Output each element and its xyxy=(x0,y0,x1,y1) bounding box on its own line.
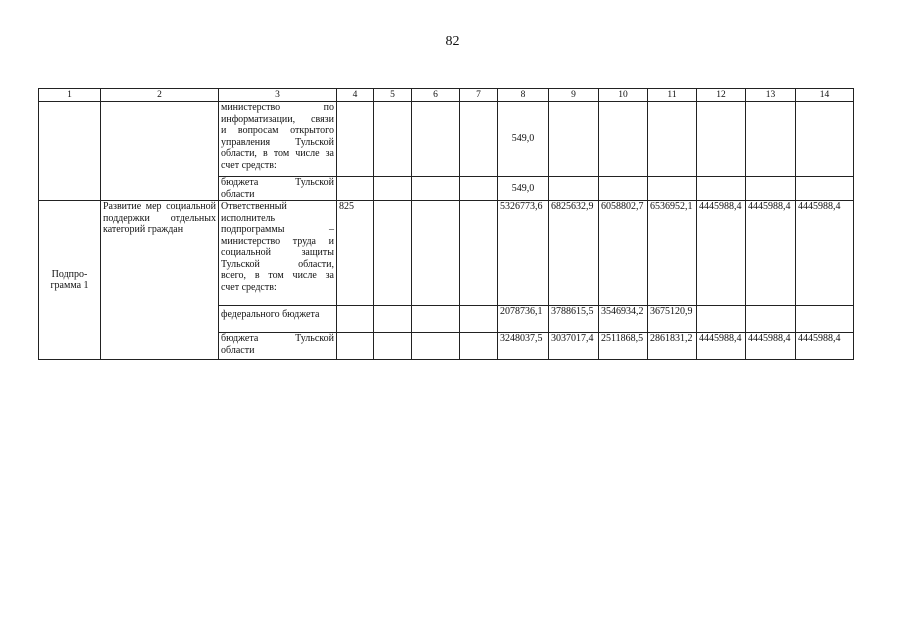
value-cell: 3248037,5 xyxy=(498,333,549,360)
description-line: бюджета Тульской xyxy=(221,333,334,344)
description-line: счет средств: xyxy=(221,281,277,293)
value-cell: 4445988,4 xyxy=(746,333,796,360)
empty-cell xyxy=(599,177,648,201)
description-line: федерального бюджета xyxy=(221,309,320,320)
subprogram-label-line: грамма 1 xyxy=(50,280,89,291)
value-cell: 3546934,2 xyxy=(599,306,648,333)
description-cell xyxy=(219,102,337,177)
column-header: 2 xyxy=(101,89,219,102)
value-cell: 6536952,1 xyxy=(648,201,697,306)
column-header: 1 xyxy=(39,89,101,102)
description-line: подпрограммы – xyxy=(221,224,334,235)
empty-cell xyxy=(337,177,374,201)
value-cell: 2861831,2 xyxy=(648,333,697,360)
empty-cell xyxy=(460,177,498,201)
value-cell: 825 xyxy=(337,201,374,306)
value-cell: 549,0 xyxy=(498,177,549,201)
description-cell xyxy=(219,306,337,333)
column-header: 14 xyxy=(796,89,854,102)
empty-cell xyxy=(460,333,498,360)
column-header: 5 xyxy=(374,89,412,102)
empty-cell xyxy=(412,177,460,201)
empty-cell xyxy=(374,201,412,306)
subprogram-label-line: Подпро- xyxy=(51,268,88,280)
subprogram-name: Развитие мер социальной поддержки отдельных категорий граждан xyxy=(101,201,219,360)
value-cell: 3037017,4 xyxy=(549,333,599,360)
empty-cell xyxy=(374,333,412,360)
empty-cell xyxy=(374,177,412,201)
empty-cell xyxy=(460,102,498,177)
value-cell: 2078736,1 xyxy=(498,306,549,333)
empty-cell xyxy=(101,102,219,201)
column-header: 6 xyxy=(412,89,460,102)
empty-cell xyxy=(412,102,460,177)
description-line: области, в том числе за xyxy=(221,148,334,159)
header-row xyxy=(39,89,854,102)
value-cell: 3675120,9 xyxy=(648,306,697,333)
table-row-ministry-informatization xyxy=(39,102,854,177)
column-header: 4 xyxy=(337,89,374,102)
description-line: и вопросам открытого xyxy=(221,125,334,136)
empty-cell xyxy=(337,333,374,360)
column-header: 3 xyxy=(219,89,337,102)
empty-cell xyxy=(412,306,460,333)
value-cell: 3788615,5 xyxy=(549,306,599,333)
empty-cell xyxy=(549,177,599,201)
empty-cell xyxy=(460,201,498,306)
column-header: 9 xyxy=(549,89,599,102)
empty-cell xyxy=(599,102,648,177)
column-header: 10 xyxy=(599,89,648,102)
value-cell: 4445988,4 xyxy=(796,333,854,360)
value-cell: 4445988,4 xyxy=(697,333,746,360)
value-cell: 6825632,9 xyxy=(549,201,599,306)
budget-table xyxy=(38,88,854,360)
empty-cell xyxy=(697,177,746,201)
description-line: бюджета Тульской xyxy=(221,177,334,188)
value-cell: 2511868,5 xyxy=(599,333,648,360)
description-line: области xyxy=(221,188,255,200)
description-line: информатизации, связи xyxy=(221,113,334,125)
value-cell: 5326773,6 xyxy=(498,201,549,306)
empty-cell xyxy=(412,333,460,360)
description-line: социальной защиты xyxy=(221,247,334,258)
description-line: Ответственный xyxy=(221,201,287,212)
description-line: Тульской области, xyxy=(221,258,334,270)
description-line: управления Тульской xyxy=(221,136,334,148)
description-line: всего, в том числе за xyxy=(221,270,334,281)
empty-cell xyxy=(337,306,374,333)
value-cell: 6058802,7 xyxy=(599,201,648,306)
empty-cell xyxy=(337,102,374,177)
value-cell xyxy=(746,306,796,333)
empty-cell xyxy=(549,102,599,177)
description-cell xyxy=(219,177,337,201)
value-cell: 4445988,4 xyxy=(796,201,854,306)
description-line: исполнитель xyxy=(221,212,276,224)
column-header: 8 xyxy=(498,89,549,102)
empty-cell xyxy=(746,102,796,177)
value-cell: 4445988,4 xyxy=(746,201,796,306)
description-line: министерство по xyxy=(221,102,334,113)
value-cell xyxy=(796,306,854,333)
empty-cell xyxy=(796,177,854,201)
value-cell: 549,0 xyxy=(498,102,549,177)
empty-cell xyxy=(374,306,412,333)
empty-cell xyxy=(374,102,412,177)
column-header: 7 xyxy=(460,89,498,102)
column-header: 12 xyxy=(697,89,746,102)
empty-cell xyxy=(39,102,101,201)
value-cell: 4445988,4 xyxy=(697,201,746,306)
description-line: области xyxy=(221,344,255,356)
description-line: министерство труда и xyxy=(221,235,334,247)
subprogram-label xyxy=(39,201,101,360)
empty-cell xyxy=(648,177,697,201)
description-cell xyxy=(219,333,337,360)
value-cell xyxy=(697,306,746,333)
description-cell xyxy=(219,201,337,306)
empty-cell xyxy=(796,102,854,177)
table-row-subprogram xyxy=(39,201,854,306)
empty-cell xyxy=(460,306,498,333)
empty-cell xyxy=(412,201,460,306)
page-number: 82 xyxy=(445,34,460,49)
empty-cell xyxy=(648,102,697,177)
empty-cell xyxy=(697,102,746,177)
empty-cell xyxy=(746,177,796,201)
column-header: 13 xyxy=(746,89,796,102)
column-header: 11 xyxy=(648,89,697,102)
description-line: счет средств: xyxy=(221,159,277,171)
